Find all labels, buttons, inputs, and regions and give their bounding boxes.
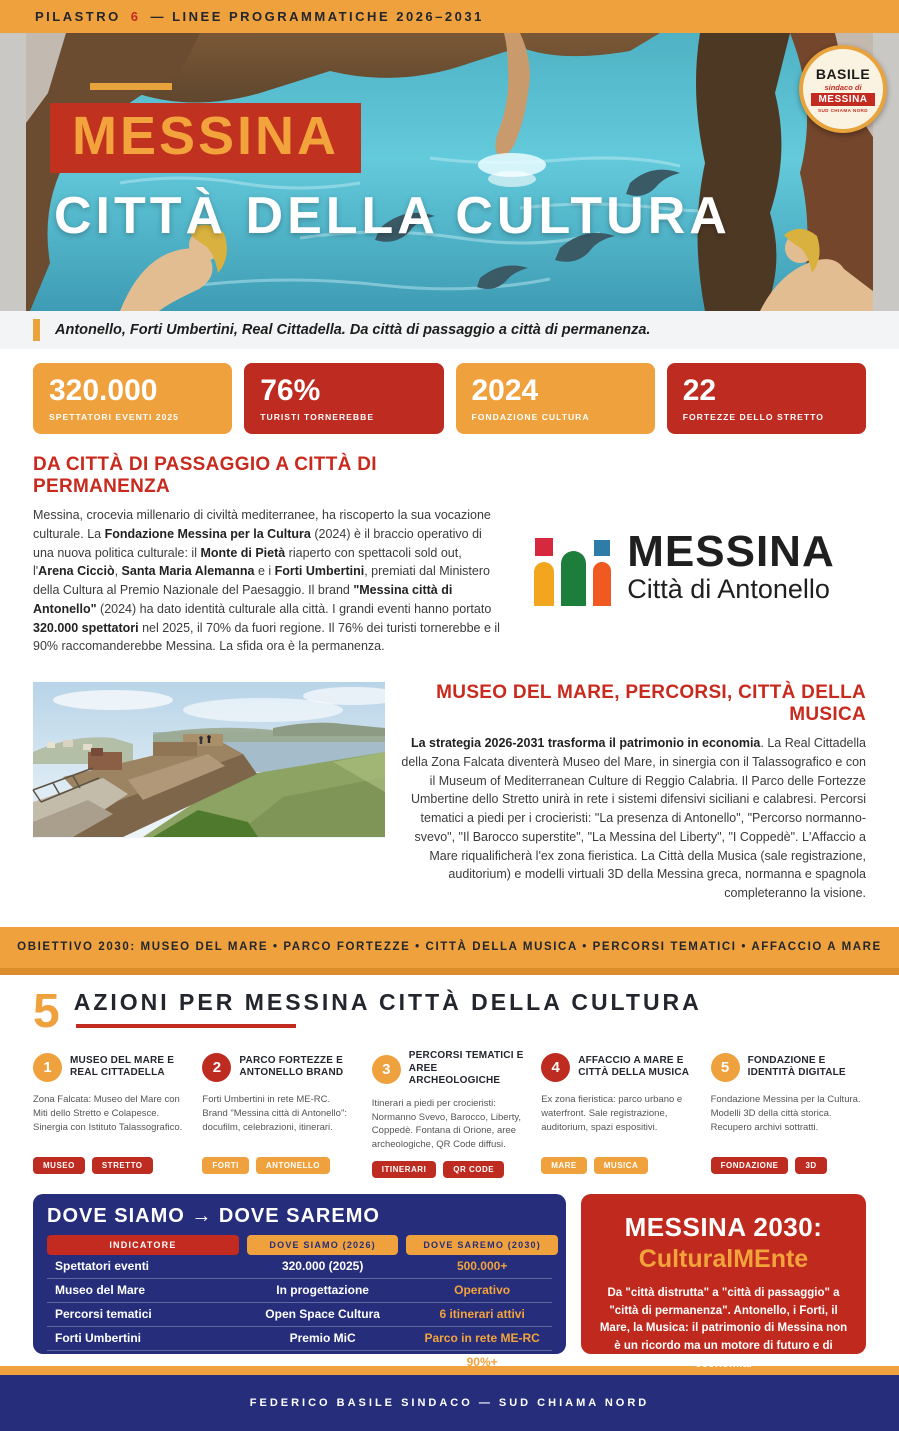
section-museo-mare (33, 682, 866, 903)
stat-label: SPETTATORI EVENTI 2025 (49, 412, 179, 422)
badge-slogan: SUD CHIAMA NORD (818, 107, 868, 113)
action-card-3 (372, 1050, 527, 1178)
actions-heading-underline (76, 1024, 296, 1028)
hero-banner (0, 33, 899, 311)
table-cell: Spettatori eventi (55, 1259, 150, 1274)
table-cell: Turisti che tornerebbero (55, 1355, 193, 1370)
action-title: AFFACCIO A MARE E CITTÀ DELLA MUSICA (578, 1054, 690, 1079)
table-row (47, 1255, 552, 1279)
stat-label: FORTEZZE DELLO STRETTO (682, 412, 824, 422)
table-header-indicatore: INDICATORE (47, 1235, 239, 1255)
hero-accent-dash (90, 83, 172, 90)
comparison-table-title: DOVE SIAMO → DOVE SAREMO (47, 1204, 380, 1227)
footer-bar (0, 1375, 899, 1431)
logo-green-arch (561, 551, 586, 606)
action-tag: MUSICA (594, 1157, 649, 1174)
pillar-label: PILASTRO (35, 9, 121, 24)
action-number-badge: 3 (372, 1055, 401, 1084)
tagline-text: Antonello, Forti Umbertini, Real Cittadella. Da città di passaggio a città di permanenza. (55, 322, 651, 338)
actions-header (33, 984, 866, 1038)
action-number-badge: 1 (33, 1053, 62, 1082)
top-bar-label (35, 9, 484, 24)
antonello-brand-logo (503, 454, 866, 656)
table-cell: 90%+ (466, 1355, 498, 1370)
stat-card-fondazione (456, 363, 655, 434)
action-tag: MARE (541, 1157, 587, 1174)
table-header-row (47, 1235, 552, 1255)
action-tag: 3D (795, 1157, 826, 1174)
top-bar (0, 0, 899, 33)
objective-2030-text: OBIETTIVO 2030: MUSEO DEL MARE • PARCO FORTEZZE • CITTÀ DELLA MUSICA • PERCORSI TEMATICI • AFFACCIO A MARE (17, 941, 882, 954)
table-cell: Museo del Mare (55, 1283, 146, 1298)
logo-subtitle: Città di Antonello (627, 574, 830, 605)
table-row (47, 1327, 552, 1351)
stat-label: FONDAZIONE CULTURA (471, 412, 590, 422)
table-cell: 500.000+ (456, 1259, 508, 1274)
action-number-badge: 5 (711, 1053, 740, 1082)
basile-mayor-badge (799, 45, 887, 133)
action-tag: ANTONELLO (256, 1157, 330, 1174)
action-card-5 (711, 1050, 866, 1178)
table-cell: Open Space Cultura (265, 1307, 380, 1322)
bottom-panels (33, 1194, 866, 1371)
logo-orange-arch (534, 562, 554, 606)
section-permanenza-paragraph: Messina, crocevia millenario di civiltà mediterranee, ha riscoperto la sua vocazione culturale. La Fondazione Messina per la Cultura (2024) è il braccio operativo di una nuova politica culturale: il Monte di Pietà riaperto con spettacoli sold out, l'Arena Cicciò, Santa Maria Alemanna e i Forti Umbertini, premiati dal Ministero della Cultura al Premio Nazionale del Paesaggio. Il brand "Messina città di Antonello" (2024) ha dato identità culturale alla città. I grandi eventi hanno portato 320.000 spettatori nel 2025, il 70% da fuori regione. Il 76% dei turisti tornerebbe e il 90% raccomanderebbe Messina. La sfida ora è la permanenza. (33, 508, 500, 654)
table-cell: Forti Umbertini (55, 1331, 141, 1346)
objective-2030-bar (0, 927, 899, 975)
stat-label: TURISTI TORNEREBBE (260, 412, 375, 422)
table-cell: Operativo (454, 1283, 511, 1298)
action-cards (33, 1050, 866, 1178)
logo-flame-arch (593, 562, 611, 606)
action-card-2 (202, 1050, 357, 1178)
action-number-badge: 2 (202, 1053, 231, 1082)
action-title: PARCO FORTEZZE E ANTONELLO BRAND (239, 1054, 344, 1079)
pillar-suffix: — LINEE PROGRAMMATICHE 2026–2031 (150, 9, 484, 24)
footer-text: FEDERICO BASILE SINDACO — SUD CHIAMA NORD (249, 1396, 650, 1409)
action-text: Forti Umbertini in rete ME-RC. Brand "Messina città di Antonello": docufilm, celebrazioni, itinerari. (202, 1094, 347, 1133)
fort-photo (33, 682, 385, 838)
action-tag: STRETTO (92, 1157, 153, 1174)
table-cell: In progettazione (276, 1283, 369, 1298)
antonello-logo-icon (534, 538, 611, 606)
action-card-4 (541, 1050, 696, 1178)
logo-title: MESSINA (627, 527, 835, 577)
logo-blue-square (594, 540, 610, 556)
action-text: Itinerari a piedi per crocieristi: Normanno Svevo, Barocco, Liberty, Coppedè. Fontana di Orione, aree archeologiche, QR Code diffusi. (371, 1097, 522, 1151)
stat-card-turisti (244, 363, 443, 434)
promo-text: Da "città distrutta" a "città di passaggio" a "città di permanenza". Antonello, i Forti, il Mare, la Musica: il patrimonio di Messina non è un ricordo ma un motore di futuro e di economia. (599, 1286, 848, 1371)
action-number-badge: 4 (541, 1053, 570, 1082)
action-tag: MUSEO (33, 1157, 85, 1174)
action-card-1 (33, 1050, 188, 1178)
table-cell: Percorsi tematici (55, 1307, 152, 1322)
hero-subtitle: CITTÀ DELLA CULTURA (54, 187, 731, 245)
actions-count: 5 (33, 984, 60, 1038)
table-row (47, 1279, 552, 1303)
hero-title-block (50, 103, 361, 173)
tagline-accent (33, 319, 40, 341)
logo-red-square (535, 538, 553, 556)
promo-title: MESSINA 2030: (624, 1211, 823, 1242)
table-row (47, 1303, 552, 1327)
table-header-dove-siamo: DOVE SIAMO (2026) (247, 1235, 399, 1255)
badge-role: sindaco di (824, 82, 862, 92)
tagline-bar (0, 311, 899, 349)
action-text: Zona Falcata: Museo del Mare con Miti dello Stretto e Colapesce. Sinergia con Istituto Talassografico. (33, 1094, 183, 1133)
actions-heading: AZIONI PER MESSINA CITTÀ DELLA CULTURA (73, 988, 702, 1015)
action-title: FONDAZIONE E IDENTITÀ DIGITALE (747, 1054, 846, 1079)
action-text: Fondazione Messina per la Cultura. Modelli 3D della città storica. Recupero archivi sottratti. (710, 1094, 861, 1133)
promo-highlight: CulturalMEnte (638, 1244, 809, 1273)
table-cell: 320.000 (2025) (281, 1259, 364, 1274)
section-permanenza (33, 454, 866, 656)
action-text: Ex zona fieristica: parco urbano e waterfront. Sale registrazione, auditorium, spazi espositivi. (541, 1094, 683, 1133)
section-museo-mare-paragraph: La strategia 2026-2031 trasforma il patrimonio in economia. La Real Cittadella della Zona Falcata diventerà Museo del Mare, in sinergia con il Talassografico e con il Museum of Mediterranean Culture di Reggio Calabria. Il Parco delle Fortezze Umbertine dello Stretto unirà in rete i sistemi difensivi siciliani e calabresi. Percorsi tematici a piedi per i crocieristi: "La presenza di Antonello", "Percorso normanno-svevo", "Il Barocco superstite", "La Messina del Liberty", "I Coppedè". L'Affaccio a Mare riqualificherà l'ex zona fieristica. La Città della Musica (sale registrazione, auditorium) e modelli virtuali 3D della Messina greca, normanna e spagnola completeranno la visione. (401, 736, 866, 900)
section-permanenza-text (33, 454, 503, 656)
badge-city: MESSINA (811, 93, 874, 106)
actions-section (33, 984, 866, 1178)
section-permanenza-heading: DA CITTÀ DI PASSAGGIO A CITTÀ DI PERMANENZA (33, 454, 377, 497)
section-museo-mare-heading: MUSEO DEL MARE, PERCORSI, CITTÀ DELLA MUSICA (436, 682, 866, 725)
table-cell: 6 itinerari attivi (439, 1307, 525, 1322)
table-cell: 76% (310, 1355, 335, 1370)
comparison-table-panel (33, 1194, 566, 1370)
table-cell: Parco in rete ME-RC (424, 1331, 540, 1346)
section-museo-mare-text (401, 682, 866, 903)
stat-card-spettatori (33, 363, 232, 434)
action-tag: FONDAZIONE (711, 1157, 789, 1174)
messina-2030-panel (581, 1194, 866, 1371)
stat-cards (33, 363, 866, 434)
table-cell: Premio MiC (289, 1331, 356, 1346)
table-row (47, 1351, 552, 1374)
action-tag: ITINERARI (372, 1161, 437, 1178)
stat-value: 22 (682, 374, 717, 407)
action-tag: FORTI (202, 1157, 249, 1174)
hero-title: MESSINA (72, 106, 340, 166)
pillar-number: 6 (130, 9, 141, 24)
table-header-dove-saremo: DOVE SAREMO (2030) (406, 1235, 558, 1255)
action-tag: QR CODE (443, 1161, 504, 1178)
badge-name: BASILE (815, 65, 871, 82)
action-title: MUSEO DEL MARE E REAL CITTADELLA (70, 1054, 175, 1079)
stat-card-fortezze (667, 363, 866, 434)
action-title: PERCORSI TEMATICI E AREE ARCHEOLOGICHE (408, 1050, 524, 1087)
stat-value: 2024 (471, 374, 539, 407)
stat-value: 320.000 (49, 374, 158, 407)
stat-value: 76% (260, 374, 321, 407)
